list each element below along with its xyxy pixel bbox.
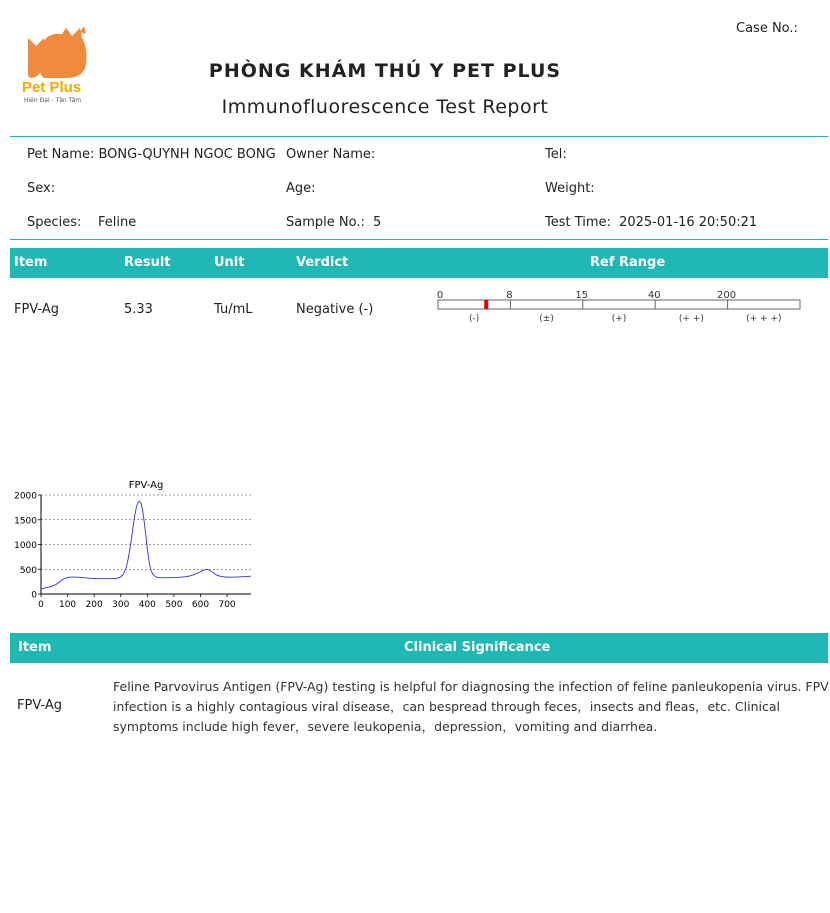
col-ref-range: Ref Range	[590, 255, 666, 270]
test-time-field	[545, 215, 757, 230]
age-label: Age:	[286, 181, 316, 196]
test-time-value: 2025-01-16 20:50:21	[619, 215, 758, 230]
y-tick-label: 1500	[14, 516, 37, 527]
y-tick-label: 0	[31, 590, 37, 601]
scale-grade-label: (+ + +)	[746, 314, 782, 324]
y-tick-label: 500	[19, 565, 37, 576]
pet-name-field	[27, 147, 276, 162]
x-tick-label: 600	[191, 600, 210, 610]
col-result: Result	[124, 255, 171, 270]
pet-name-value: BONG-QUYNH NGOC BONG	[98, 147, 276, 162]
scale-bar	[438, 300, 800, 309]
col-sig-text: Clinical Significance	[404, 640, 551, 655]
scale-tick-label: 0	[436, 290, 444, 301]
test-time-label: Test Time:	[545, 215, 611, 230]
scale-tick-label: 8	[506, 290, 513, 301]
series-line-fpv-ag	[41, 501, 251, 589]
species-value: Feline	[98, 215, 137, 230]
results-table-header	[10, 248, 828, 278]
x-tick-label: 500	[165, 600, 183, 610]
sample-no-label: Sample No.:	[286, 215, 365, 230]
x-tick-label: 700	[218, 600, 236, 610]
clinic-name: PHÒNG KHÁM THÚ Y PET PLUS	[208, 60, 562, 82]
ref-range-scale	[430, 286, 810, 330]
case-no-label: Case No.:	[736, 21, 798, 36]
scale-grade-label: (+ +)	[678, 314, 704, 324]
result-verdict: Negative (-)	[296, 302, 374, 317]
result-unit: Tu/mL	[214, 302, 253, 317]
scale-grade-label: (-)	[469, 314, 480, 324]
x-tick-label: 200	[85, 600, 103, 610]
scale-grade-label: (±)	[539, 314, 554, 324]
weight-label: Weight:	[545, 181, 595, 196]
header-divider	[10, 136, 828, 137]
x-tick-label: 400	[138, 600, 156, 610]
x-tick-label: 300	[112, 600, 130, 610]
logo-text: Pet Plus	[22, 79, 82, 96]
sample-no-field	[286, 215, 381, 230]
result-marker	[484, 300, 488, 309]
col-unit: Unit	[214, 255, 245, 270]
col-item: Item	[14, 255, 48, 270]
chart-title: FPV-Ag	[128, 480, 164, 491]
y-tick-label: 2000	[14, 491, 37, 502]
report-title: Immunofluorescence Test Report	[221, 96, 549, 118]
result-value: 5.33	[124, 302, 153, 317]
pet-name-label: Pet Name:	[27, 147, 95, 162]
owner-name-label: Owner Name:	[286, 147, 376, 162]
col-verdict: Verdict	[296, 255, 349, 270]
col-sig-item: Item	[18, 640, 52, 655]
significance-item: FPV-Ag	[17, 698, 62, 713]
fpv-ag-chart	[8, 476, 258, 614]
scale-tick-label: 15	[575, 290, 589, 301]
info-divider	[10, 239, 828, 240]
logo-subtext: Hiện Đại - Tận Tâm	[24, 97, 82, 104]
y-tick-label: 1000	[14, 541, 37, 551]
scale-tick-label: 200	[717, 290, 737, 301]
x-tick-label: 0	[38, 600, 44, 610]
sample-no-value: 5	[372, 215, 382, 230]
result-item: FPV-Ag	[14, 302, 59, 317]
sex-label: Sex:	[27, 181, 56, 196]
x-tick-label: 100	[58, 600, 77, 610]
scale-tick-label: 40	[647, 290, 661, 301]
species-label: Species:	[27, 215, 82, 230]
scale-grade-label: (+)	[611, 314, 627, 324]
significance-text: Feline Parvovirus Antigen (FPV-Ag) testing is helpful for diagnosing the infection of feline panleukopenia virus. FPV infection is a highly contagious viral disease，can bespread through feces，insects and fleas，etc. Clinical symptoms include high fever，severe leukopenia，depression，vomiting and diarrhea.	[113, 679, 829, 734]
tel-label: Tel:	[545, 147, 567, 162]
significance-header	[10, 633, 828, 663]
